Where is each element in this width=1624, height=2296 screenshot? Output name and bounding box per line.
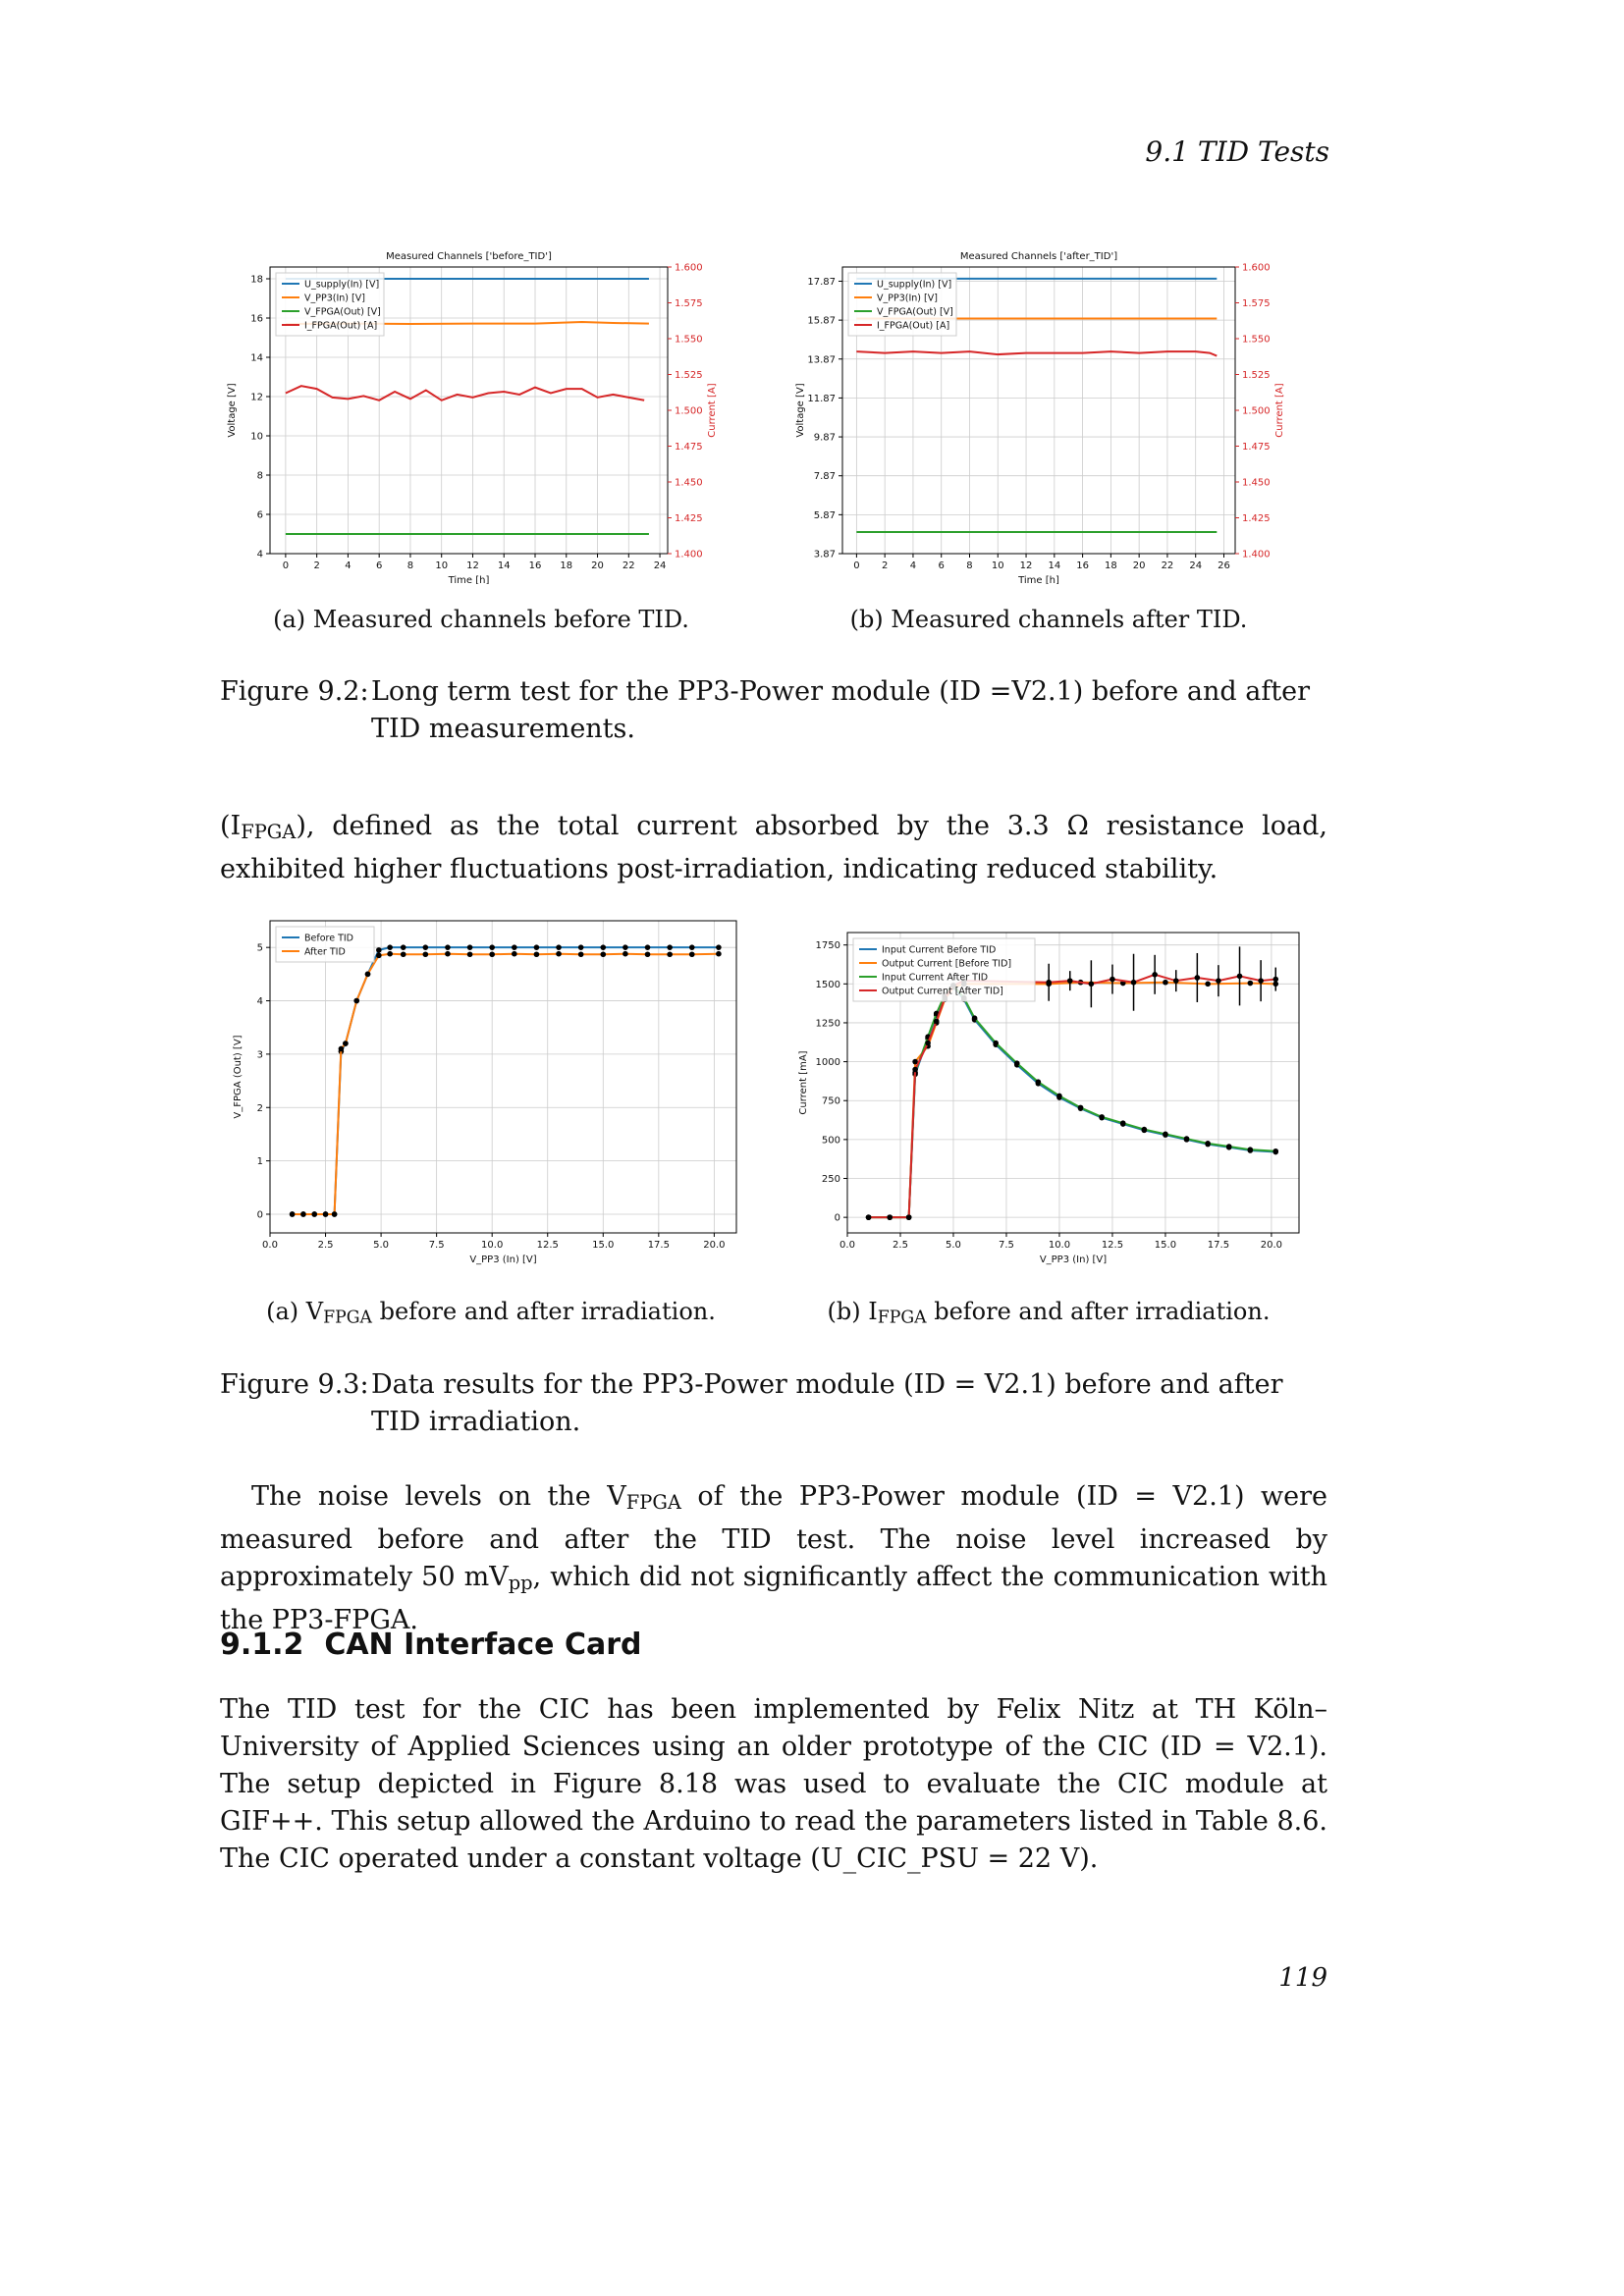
y-tick-label: 5	[256, 942, 263, 954]
sub-a-tail: before and after irradiation.	[371, 1298, 716, 1325]
y-tick-label: 2	[256, 1102, 263, 1114]
y-tick-label: 4	[256, 549, 263, 561]
data-point	[1173, 978, 1179, 984]
y-tick-label: 17.87	[807, 276, 836, 288]
data-point	[1099, 1114, 1105, 1120]
data-point	[1184, 1136, 1190, 1142]
x-axis-label: V_PP3 (In) [V]	[469, 1255, 537, 1265]
data-point	[1014, 1060, 1020, 1066]
x-tick-label: 2	[881, 561, 889, 571]
sub-b-lead: (b) I	[827, 1298, 878, 1325]
data-point	[489, 951, 495, 957]
data-point	[1258, 978, 1264, 984]
data-point	[667, 951, 673, 957]
chart-title: Measured Channels ['before_TID']	[386, 251, 552, 262]
x-tick-label: 12	[1019, 561, 1033, 571]
data-point	[1036, 1079, 1042, 1085]
chart-ifpga	[793, 913, 1324, 1276]
legend	[848, 273, 956, 336]
x-tick-label: 24	[653, 561, 667, 571]
data-point	[445, 951, 451, 957]
series-line-1	[869, 983, 1276, 1217]
section-heading	[220, 1628, 642, 1662]
data-point	[1248, 981, 1254, 987]
x-tick-label: 12	[466, 561, 479, 571]
data-point	[689, 951, 695, 957]
y2-tick-label: 1.425	[675, 513, 703, 524]
data-point	[623, 951, 628, 957]
x-tick-label: 8	[406, 561, 414, 571]
data-point	[1216, 978, 1221, 984]
x-tick-label: 7.5	[428, 1240, 445, 1251]
y-tick-label: 0	[834, 1212, 840, 1224]
data-point	[1205, 982, 1211, 988]
data-point	[1272, 977, 1278, 983]
paragraph-cic: The TID test for the CIC has been implemented by Felix Nitz at TH Köln–University of Applied Sciences using an older prototype of the CIC (ID = V2.1). The setup depicted in Figure 8.18 was used to evaluate the CIC module at GIF++. This setup allowed the Arduino to read the parameters listed in Table 8.6. The CIC operated under a constant voltage (U_CIC_PSU = 22 V).	[220, 1694, 1327, 1874]
y-tick-label: 13.87	[807, 354, 836, 366]
series-line-2	[869, 986, 1276, 1217]
data-point	[512, 944, 517, 950]
legend-label: U_supply(In) [V]	[304, 279, 380, 291]
x-tick-label: 10	[435, 561, 449, 571]
y-tick-label: 250	[821, 1174, 840, 1186]
section-title: CAN Interface Card	[324, 1628, 642, 1662]
data-point	[445, 944, 451, 950]
y-tick-label: 1500	[815, 979, 840, 990]
data-point	[1163, 980, 1168, 986]
x-tick-label: 15.0	[592, 1240, 615, 1251]
x-tick-label: 0.0	[839, 1240, 855, 1251]
caption-label: Figure 9.2:	[220, 676, 369, 707]
caption-figure-9-3	[220, 1366, 1327, 1441]
x-tick-label: 4	[909, 561, 917, 571]
data-point	[689, 944, 695, 950]
x-tick-label: 0	[853, 561, 860, 571]
y2-tick-label: 1.525	[675, 370, 703, 381]
data-point	[912, 1067, 918, 1073]
y2-axis-label: Current [A]	[1274, 383, 1285, 438]
data-point	[365, 972, 371, 978]
x-tick-label: 15.0	[1154, 1240, 1177, 1251]
legend-label: U_supply(In) [V]	[877, 279, 952, 291]
x-tick-label: 24	[1189, 561, 1203, 571]
y2-tick-label: 1.500	[675, 405, 703, 417]
x-tick-label: 10.0	[1048, 1240, 1071, 1251]
y-tick-label: 18	[250, 274, 263, 286]
legend-label: Output Current [After TID]	[882, 986, 1003, 997]
data-point	[512, 951, 517, 957]
p2-sub2: pp	[508, 1571, 533, 1594]
y2-tick-label: 1.600	[1242, 262, 1271, 274]
legend	[276, 273, 384, 336]
data-point	[925, 1041, 931, 1046]
x-tick-label: 16	[1076, 561, 1089, 571]
data-point	[556, 951, 562, 957]
chart-before-tid	[226, 245, 736, 584]
paragraph-noise	[220, 1478, 1327, 1639]
y-tick-label: 1750	[815, 940, 840, 952]
y-axis-label: Voltage [V]	[227, 383, 238, 438]
y-tick-label: 10	[250, 431, 263, 443]
x-tick-label: 16	[528, 561, 542, 571]
running-header: 9.1 TID Tests	[1145, 135, 1329, 168]
figure-9-2a	[226, 245, 736, 584]
x-tick-label: 6	[938, 561, 945, 571]
series-line-0	[293, 947, 719, 1214]
subcaption-9-3a	[236, 1298, 746, 1327]
y2-axis-label: Current [A]	[707, 383, 718, 438]
data-point	[1120, 1120, 1126, 1126]
y2-tick-label: 1.500	[1242, 405, 1271, 417]
x-tick-label: 2.5	[893, 1240, 908, 1251]
x-tick-label: 0.0	[262, 1240, 278, 1251]
sub-a-sub: FPGA	[323, 1308, 372, 1328]
y-axis-label: V_FPGA (Out) [V]	[233, 1035, 244, 1119]
y-tick-label: 6	[256, 509, 263, 521]
page-number: 119	[1278, 1963, 1327, 1993]
data-point	[290, 1211, 296, 1217]
data-point	[716, 944, 722, 950]
y-tick-label: 9.87	[813, 432, 836, 444]
caption-figure-9-2	[220, 673, 1327, 748]
section-number: 9.1.2	[220, 1628, 304, 1662]
data-point	[578, 944, 584, 950]
y-tick-label: 5.87	[813, 509, 836, 521]
x-tick-label: 22	[622, 561, 635, 571]
data-point	[645, 951, 651, 957]
data-point	[311, 1211, 317, 1217]
data-point	[1046, 980, 1052, 986]
y-tick-label: 1250	[815, 1018, 840, 1030]
p2-part1: The noise levels on the V	[251, 1481, 626, 1512]
data-point	[716, 951, 722, 957]
legend-label: Before TID	[304, 933, 354, 944]
legend-label: Input Current After TID	[882, 972, 989, 984]
data-point	[489, 944, 495, 950]
data-point	[1067, 978, 1073, 984]
y-tick-label: 16	[250, 313, 263, 325]
data-point	[534, 944, 540, 950]
data-point	[467, 944, 473, 950]
legend-label: V_PP3(In) [V]	[304, 293, 365, 304]
x-tick-label: 5.0	[373, 1240, 390, 1251]
data-point	[401, 944, 406, 950]
data-point	[376, 947, 382, 953]
series-line-1	[293, 954, 719, 1214]
data-point	[423, 944, 429, 950]
data-point	[972, 1015, 978, 1021]
data-point	[343, 1041, 349, 1046]
data-point	[667, 944, 673, 950]
legend-label: Input Current Before TID	[882, 944, 997, 956]
figure-9-3a	[226, 913, 756, 1276]
y-tick-label: 15.87	[807, 315, 836, 327]
x-axis-label: Time [h]	[1018, 575, 1059, 584]
sub-b-tail: before and after irradiation.	[926, 1298, 1271, 1325]
legend-label: I_FPGA(Out) [A]	[304, 320, 378, 332]
data-point	[376, 953, 382, 959]
y2-tick-label: 1.450	[1242, 477, 1271, 489]
y-tick-label: 750	[821, 1095, 840, 1107]
data-point	[423, 951, 429, 957]
data-point	[1152, 972, 1158, 978]
x-tick-label: 7.5	[999, 1240, 1014, 1251]
subcaption-9-2a: (a) Measured channels before TID.	[273, 606, 689, 633]
y2-tick-label: 1.475	[675, 442, 703, 453]
paragraph-ifpga	[220, 808, 1327, 888]
x-tick-label: 10	[991, 561, 1004, 571]
y-tick-label: 1	[256, 1156, 263, 1168]
y-tick-label: 11.87	[807, 393, 836, 404]
data-point	[1226, 1144, 1232, 1149]
sub-a-lead: (a) V	[266, 1298, 324, 1325]
data-point	[467, 951, 473, 957]
chart-vfpga	[226, 913, 756, 1276]
caption-text: Data results for the PP3-Power module (ID = V2.1) before and after TID irradiation.	[371, 1369, 1283, 1437]
legend-label: V_PP3(In) [V]	[877, 293, 938, 304]
legend-label: I_FPGA(Out) [A]	[877, 320, 950, 332]
y2-tick-label: 1.575	[675, 298, 703, 309]
y-tick-label: 8	[256, 470, 263, 482]
y-tick-label: 3.87	[813, 549, 836, 561]
data-point	[1110, 977, 1115, 983]
data-point	[401, 951, 406, 957]
y-tick-label: 0	[256, 1209, 263, 1221]
y2-tick-label: 1.400	[675, 549, 703, 561]
y-tick-label: 500	[821, 1135, 840, 1147]
data-point	[1089, 982, 1095, 988]
data-point	[1142, 1127, 1148, 1133]
x-tick-label: 20	[591, 561, 604, 571]
x-tick-label: 5.0	[946, 1240, 961, 1251]
legend	[853, 938, 1035, 1001]
data-point	[1078, 1105, 1084, 1111]
subcaption-9-3b	[793, 1298, 1304, 1327]
data-point	[645, 944, 651, 950]
data-point	[1163, 1132, 1168, 1138]
x-tick-label: 14	[1048, 561, 1061, 571]
x-tick-label: 2	[313, 561, 320, 571]
series-line-3	[286, 386, 644, 400]
data-point	[600, 951, 606, 957]
data-point	[556, 944, 562, 950]
p1-sub: FPGA	[241, 820, 297, 843]
y-tick-label: 12	[250, 392, 263, 403]
data-point	[1237, 974, 1243, 980]
series-line-3	[869, 972, 1276, 1217]
y2-tick-label: 1.400	[1242, 549, 1271, 561]
p1-text: ), defined as the total current absorbed by the 3.3 Ω resistance load, exhibited higher fluctuations post-irradiation, indicating reduced stability.	[220, 811, 1327, 884]
data-point	[1131, 980, 1137, 986]
y-axis-label: Voltage [V]	[795, 383, 806, 438]
x-tick-label: 20.0	[703, 1240, 726, 1251]
legend	[276, 927, 374, 962]
x-tick-label: 20.0	[1260, 1240, 1283, 1251]
data-point	[1056, 1094, 1062, 1099]
legend-label: After TID	[304, 946, 346, 958]
x-axis-label: Time [h]	[448, 575, 490, 584]
x-tick-label: 10.0	[481, 1240, 504, 1251]
caption-text: Long term test for the PP3-Power module (ID =V2.1) before and after TID measurements.	[371, 676, 1311, 744]
p2-part3: , which did not significantly affect the communication with the PP3-FPGA.	[220, 1561, 1327, 1635]
y-tick-label: 4	[256, 996, 263, 1008]
data-point	[1272, 1148, 1278, 1154]
x-tick-label: 17.5	[1207, 1240, 1230, 1251]
x-tick-label: 18	[560, 561, 573, 571]
data-point	[339, 1046, 345, 1052]
data-point	[1205, 1141, 1211, 1147]
data-point	[387, 951, 393, 957]
data-point	[578, 951, 584, 957]
y-tick-label: 14	[250, 352, 263, 364]
chart-after-tid	[793, 245, 1304, 584]
x-tick-label: 26	[1218, 561, 1230, 571]
data-point	[993, 1041, 999, 1046]
subcaption-9-2b: (b) Measured channels after TID.	[849, 606, 1248, 633]
x-tick-label: 18	[1105, 561, 1117, 571]
x-tick-label: 14	[497, 561, 511, 571]
x-tick-label: 6	[375, 561, 383, 571]
x-tick-label: 22	[1161, 561, 1174, 571]
p1-lead: (I	[220, 811, 242, 841]
data-point	[353, 998, 359, 1004]
y2-tick-label: 1.600	[675, 262, 703, 274]
data-point	[534, 951, 540, 957]
y2-tick-label: 1.550	[675, 334, 703, 346]
data-point	[387, 944, 393, 950]
y2-tick-label: 1.425	[1242, 513, 1271, 524]
p2-part2: of the PP3-Power module (ID = V2.1) were measured before and after the TID test. The noise level increased by approximately 50 mV	[220, 1481, 1327, 1592]
data-point	[623, 944, 628, 950]
data-point	[934, 1019, 940, 1025]
y2-tick-label: 1.575	[1242, 298, 1271, 309]
caption-label: Figure 9.3:	[220, 1369, 369, 1400]
p2-sub: FPGA	[625, 1490, 681, 1514]
x-tick-label: 2.5	[317, 1240, 334, 1251]
x-tick-label: 17.5	[647, 1240, 670, 1251]
x-axis-label: V_PP3 (In) [V]	[1039, 1255, 1108, 1265]
x-tick-label: 4	[345, 561, 352, 571]
legend-label: V_FPGA(Out) [V]	[877, 306, 953, 318]
data-point	[1195, 975, 1201, 981]
y-axis-label: Current [mA]	[798, 1050, 809, 1115]
sub-b-sub: FPGA	[877, 1308, 927, 1328]
x-tick-label: 0	[282, 561, 290, 571]
y2-tick-label: 1.450	[675, 477, 703, 489]
chart-title: Measured Channels ['after_TID']	[959, 251, 1118, 262]
figure-9-2b	[793, 245, 1304, 584]
y2-tick-label: 1.475	[1242, 442, 1271, 453]
legend-label: Output Current [Before TID]	[882, 958, 1012, 970]
figure-9-3b	[793, 913, 1324, 1276]
y2-tick-label: 1.525	[1242, 370, 1271, 381]
y-tick-label: 3	[256, 1049, 263, 1061]
data-point	[332, 1211, 338, 1217]
data-point	[866, 1214, 872, 1220]
data-point	[887, 1214, 893, 1220]
data-point	[300, 1211, 306, 1217]
data-point	[906, 1214, 912, 1220]
y2-tick-label: 1.550	[1242, 334, 1271, 346]
data-point	[323, 1211, 329, 1217]
x-tick-label: 12.5	[536, 1240, 559, 1251]
legend-label: V_FPGA(Out) [V]	[304, 306, 381, 318]
y-tick-label: 1000	[815, 1057, 840, 1069]
y-tick-label: 7.87	[813, 471, 836, 483]
x-tick-label: 20	[1132, 561, 1146, 571]
series-line-3	[856, 351, 1217, 355]
x-tick-label: 12.5	[1101, 1240, 1124, 1251]
x-tick-label: 8	[966, 561, 973, 571]
data-point	[600, 944, 606, 950]
data-point	[1248, 1147, 1254, 1152]
